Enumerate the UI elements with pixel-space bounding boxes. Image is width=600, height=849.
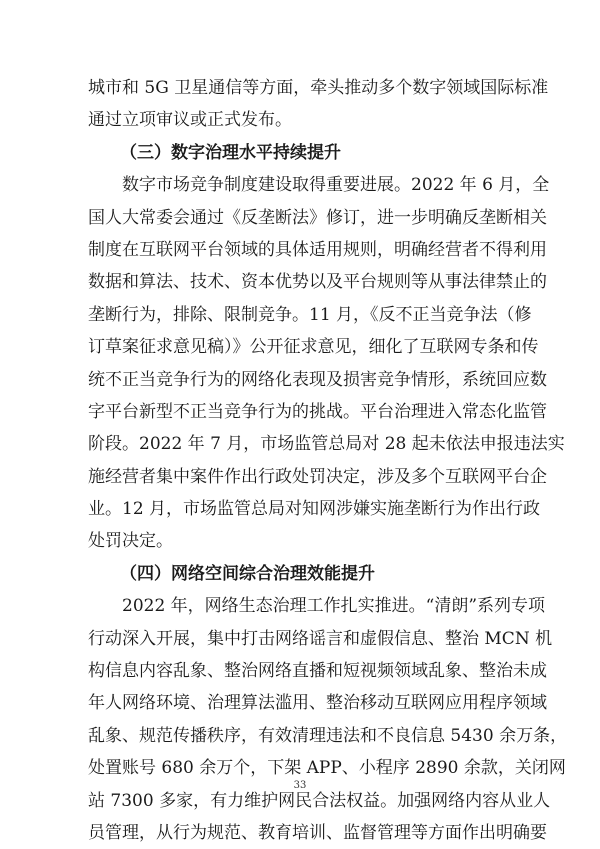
paragraph-line: 订草案征求意见稿）》公开征求意见，细化了互联网专条和传 [88, 337, 539, 358]
section-heading: （三）数字治理水平持续提升 [120, 142, 341, 163]
paragraph-line: 站 7300 多家，有力维护网民合法权益。加强网络内容从业人 [88, 790, 551, 811]
paragraph-line: 构信息内容乱象、整治网络直播和短视频领域乱象、整治未成 [88, 661, 547, 682]
paragraph-line: 处罚决定。 [88, 531, 173, 552]
paragraph-line: 通过立项审议或正式发布。 [88, 110, 292, 131]
paragraph-line: 制度在互联网平台领域的具体适用规则，明确经营者不得利用 [88, 239, 547, 260]
paragraph-line: 字平台新型不正当竞争行为的挑战。平台治理进入常态化监管 [88, 401, 547, 422]
paragraph-line: 数字市场竞争制度建设取得重要进展。2022 年 6 月，全 [88, 175, 550, 196]
paragraph-line: 处置账号 680 余万个，下架 APP、小程序 2890 余款，关闭网 [88, 758, 566, 779]
paragraph-line: 施经营者集中案件作出行政处罚决定，涉及多个互联网平台企 [88, 466, 547, 487]
paragraph-line: 统不正当竞争行为的网络化表现及损害竞争情形，系统回应数 [88, 369, 547, 390]
section-heading: （四）网络空间综合治理效能提升 [120, 563, 375, 584]
paragraph-line: 行动深入开展，集中打击网络谣言和虚假信息、整治 MCN 机 [88, 628, 553, 649]
paragraph-line: 垄断行为，排除、限制竞争。11 月，《反不正当竞争法（修 [88, 304, 532, 325]
paragraph-line: 乱象、规范传播秩序，有效清理违法和不良信息 5430 余万条， [88, 725, 568, 746]
paragraph-line: 数据和算法、技术、资本优势以及平台规则等从事法律禁止的 [88, 272, 547, 293]
page-number: 33 [293, 780, 307, 791]
paragraph-line: 年人网络环境、治理算法滥用、整治移动互联网应用程序领域 [88, 693, 547, 714]
paragraph-line: 城市和 5G 卫星通信等方面，牵头推动多个数字领域国际标准 [88, 78, 549, 98]
paragraph-line: 业。12 月，市场监管总局对知网涉嫌实施垄断行为作出行政 [88, 499, 541, 520]
paragraph-line: 2022 年，网络生态治理工作扎实推进。“清朗”系列专项 [88, 596, 546, 617]
body-text [88, 72, 568, 849]
paragraph-line: 国人大常委会通过《反垄断法》修订，进一步明确反垄断相关 [88, 207, 547, 228]
paragraph-line: 员管理，从行为规范、教育培训、监督管理等方面作出明确要 [88, 822, 547, 843]
paragraph-line: 阶段。2022 年 7 月，市场监管总局对 28 起未依法申报违法实 [88, 434, 565, 455]
